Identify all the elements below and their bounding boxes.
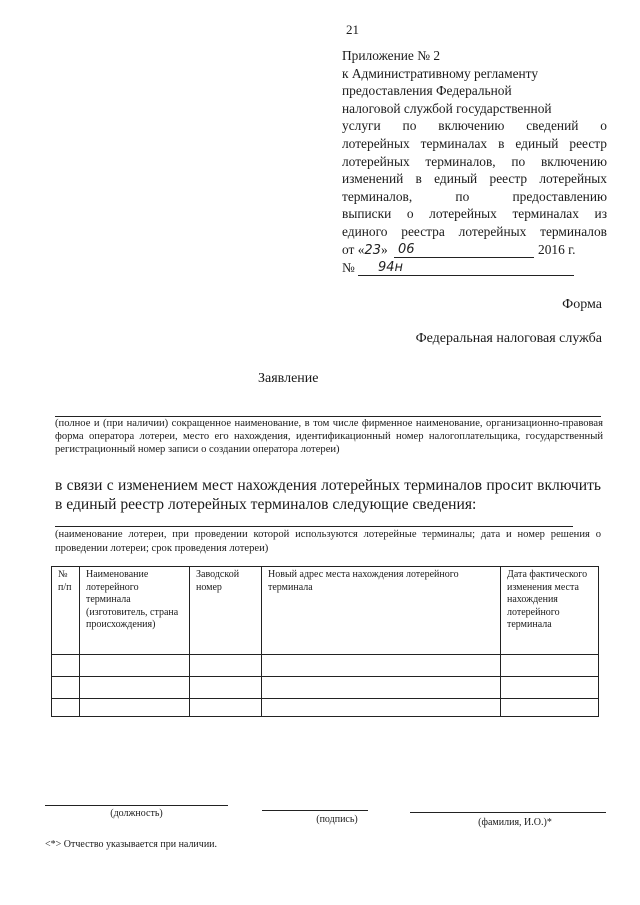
table-cell[interactable] — [52, 677, 80, 699]
table-cell[interactable] — [190, 699, 262, 717]
table-cell[interactable] — [190, 677, 262, 699]
document-title: Заявление — [258, 371, 319, 386]
number-underline — [358, 275, 574, 276]
table-cell[interactable] — [262, 655, 501, 677]
lottery-field-line — [55, 526, 573, 527]
position-field-line — [45, 805, 228, 806]
annex-line: налоговой службой государственной — [342, 100, 552, 116]
authority-name: Федеральная налоговая служба — [415, 331, 602, 346]
annex-line: выписки о лотерейных терминалах из — [342, 206, 607, 222]
table-cell[interactable] — [52, 699, 80, 717]
table-row — [52, 655, 599, 677]
table-cell[interactable] — [190, 655, 262, 677]
date-mid: » — [380, 241, 388, 257]
table-cell[interactable] — [80, 677, 190, 699]
table-cell[interactable] — [80, 699, 190, 717]
position-caption: (должность) — [110, 808, 163, 819]
date-prefix: от « — [342, 241, 365, 257]
signature-caption: (подпись) — [316, 814, 358, 825]
number-prefix: № — [342, 259, 355, 275]
annex-line: единого реестра лотерейных терминалов — [342, 223, 607, 239]
header-change-date: Дата фактического изменения места нахождения лотерейного терминала — [501, 567, 599, 655]
lottery-note: (наименование лотереи, при проведении которой используются лотерейные терминалы; дата и номер решения о проведении лотереи; срок проведения лотереи) — [55, 529, 601, 554]
annex-line: лотерейных терминалах в единый реестр — [342, 135, 607, 151]
table-cell[interactable] — [262, 677, 501, 699]
annex-line: услуги по включению сведений о — [342, 118, 607, 134]
header-new-address: Новый адрес места нахождения лотерейного терминала — [262, 567, 501, 655]
table-cell[interactable] — [262, 699, 501, 717]
page-number: 21 — [346, 22, 359, 37]
date-underline — [394, 257, 534, 258]
annex-date-line — [342, 241, 607, 259]
annex-block — [342, 47, 607, 277]
annex-line: лотерейных терминалов, по включению — [342, 153, 607, 169]
annex-number-line — [342, 259, 607, 277]
table-cell[interactable] — [501, 699, 599, 717]
signature-field-line — [262, 810, 368, 811]
header-serial-number: Заводской номер — [190, 567, 262, 655]
footnote: <*> Отчество указывается при наличии. — [45, 839, 218, 850]
name-field-line — [410, 812, 606, 813]
name-caption: (фамилия, И.О.)* — [478, 817, 552, 828]
operator-note: (полное и (при наличии) сокращенное наименование, в том числе фирменное наименование, организационно-правовая форма оператора лотереи, место его нахождения, идентификационный номер налогоплательщика, государственный регистрационный номер записи о создании оператора лотереи) — [55, 418, 603, 455]
annex-line: к Административному регламенту — [342, 65, 539, 81]
annex-line: предоставления Федеральной — [342, 83, 512, 99]
terminals-table — [51, 566, 599, 717]
table-row — [52, 699, 599, 717]
annex-title: Приложение № 2 — [342, 48, 441, 63]
number-value: 94н — [378, 259, 404, 275]
date-year: 2016 г. — [538, 241, 576, 257]
table-cell[interactable] — [501, 677, 599, 699]
header-terminal-name: Наименование лотерейного терминала (изготовитель, страна происхождения) — [80, 567, 190, 655]
main-statement: в связи с изменением мест нахождения лотерейных терминалов просит включить в единый реестр лотерейных терминалов следующие сведения: — [55, 477, 601, 513]
date-day: 23 — [364, 242, 381, 258]
table-header-row — [52, 567, 599, 655]
table-row — [52, 677, 599, 699]
date-month: 06 — [398, 241, 415, 257]
form-label: Форма — [562, 297, 602, 312]
table-cell[interactable] — [52, 655, 80, 677]
table-cell[interactable] — [80, 655, 190, 677]
header-number: № п/п — [52, 567, 80, 655]
annex-line: терминалов, по предоставлению — [342, 188, 607, 204]
annex-line: изменений в единый реестр лотерейных — [342, 171, 607, 187]
table-cell[interactable] — [501, 655, 599, 677]
